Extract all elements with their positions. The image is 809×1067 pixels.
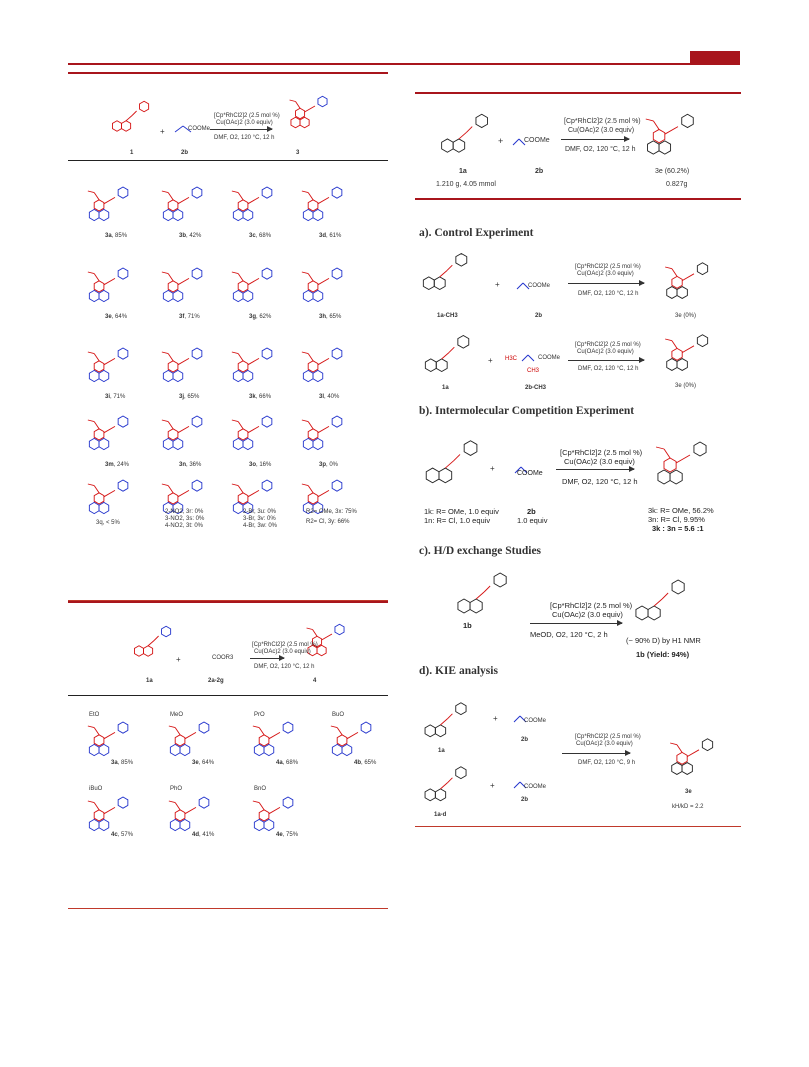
su-cond-1: [Cp*RhCl2]2 (2.5 mol %) — [564, 118, 641, 125]
hd-cond-3: MeOD, O2, 120 °C, 2 h — [530, 630, 608, 639]
t1-label-3: 3 — [296, 150, 300, 156]
c2-me: H3C — [505, 356, 518, 362]
t1-cmpd-3n — [157, 404, 213, 460]
c2-label-2: 2b-CH3 — [525, 385, 547, 391]
t2-cond-1: [Cp*RhCl2]2 (2.5 mol %) — [252, 642, 318, 648]
t1-cmpd-3d — [297, 175, 353, 231]
t2-reagent: COOR3 — [212, 655, 234, 661]
t1-arrow — [210, 129, 272, 130]
kie-plus-2: + — [490, 781, 495, 790]
t1-cmpd-3a — [83, 175, 139, 231]
t1-xy-1: R2= OMe, 3x: 75% — [306, 509, 357, 515]
kie-label-2b-2: 2b — [521, 797, 529, 803]
cp-cond-1: [Cp*RhCl2]2 (2.5 mol %) — [560, 448, 643, 457]
t2-label-4: 4 — [313, 678, 317, 684]
t1-cmpd-3g — [227, 256, 283, 312]
c2-product — [660, 322, 720, 382]
t1-cmpd-label-3g: 3g, 62% — [249, 314, 272, 320]
section-d-heading: d). KIE analysis — [419, 665, 498, 677]
t1-nitro-3: 4-NO2, 3t: 0% — [165, 523, 204, 529]
t1-bromo-1: 2-Br, 3u: 0% — [243, 509, 277, 515]
t1-row5-cmpd-0 — [83, 468, 139, 524]
c2-me2: CH3 — [527, 368, 540, 374]
t1-nitro-2: 3-NO2, 3s: 0% — [165, 516, 205, 522]
t1-reagent: COOMe — [188, 126, 211, 132]
t1-cmpd-label-3k: 3k, 66% — [249, 394, 272, 400]
su-label-3e: 3e (60.2%) — [655, 168, 690, 175]
su-plus: + — [498, 136, 504, 146]
kie-reagent-1: COOMe — [524, 718, 547, 724]
cp-plus: + — [490, 464, 495, 473]
kie-cond-1: [Cp*RhCl2]2 (2.5 mol %) — [575, 734, 641, 740]
acrylate-mark-5 — [522, 352, 536, 362]
hd-label-1: 1b — [463, 621, 472, 630]
kie-reactant-1ad — [420, 754, 480, 814]
t2-group-3a: EtO — [89, 712, 100, 718]
t1-cmpd-label-3b: 3b, 42% — [179, 233, 202, 239]
kie-reagent-2: COOMe — [524, 784, 547, 790]
c1-plus: + — [495, 280, 500, 289]
t2-cmpd-label-4b: 4b, 65% — [354, 760, 377, 766]
kie-cond-3: DMF, O2, 120 °C, 9 h — [578, 760, 636, 766]
hd-cond-1: [Cp*RhCl2]2 (2.5 mol %) — [550, 601, 633, 610]
c1-label-2: 2b — [535, 313, 543, 319]
t2-group-4a: PrO — [254, 712, 265, 718]
t1-cmpd-label-3c: 3c, 68% — [249, 233, 272, 239]
c2-cond-2: Cu(OAc)2 (3.0 equiv) — [577, 349, 634, 355]
t2-cmpd-label-4c: 4c, 57% — [111, 832, 134, 838]
c1-arrow — [568, 283, 644, 284]
cp-cond-2: Cu(OAc)2 (3.0 equiv) — [564, 457, 635, 466]
c1-reactant — [418, 240, 481, 303]
t1-label-2b: 2b — [181, 150, 189, 156]
t1-cmpd-3k — [227, 336, 283, 392]
su-reagent: COOMe — [524, 137, 550, 144]
t2-cmpd-label-3a: 3a, 85% — [111, 760, 134, 766]
t1-cmpd-3l — [297, 336, 353, 392]
cp-cond-3: DMF, O2, 120 °C, 12 h — [562, 477, 638, 486]
t1-nitro-1: 2-NO2, 3r: 0% — [165, 509, 204, 515]
c2-label-1: 1a — [442, 385, 449, 391]
kie-label-1ad: 1a-d — [434, 812, 447, 818]
hd-arrow — [530, 623, 622, 624]
t1-cmpd-label-3a: 3a, 85% — [105, 233, 128, 239]
section-b-heading: b). Intermolecular Competition Experiment — [419, 405, 635, 417]
t2-cmpd-label-4e: 4e, 75% — [276, 832, 299, 838]
cp-mid-2: 1.0 equiv — [517, 516, 548, 525]
kie-plus-1: + — [493, 714, 498, 723]
cp-reagent: COOMe — [517, 470, 543, 477]
t1-cmpd-3m — [83, 404, 139, 460]
t1-cmpd-3o — [227, 404, 283, 460]
su-arrow — [561, 139, 629, 140]
t2-group-4e: BnO — [254, 786, 267, 792]
kie-label-3e: 3e — [685, 789, 692, 795]
hd-cond-2: Cu(OAc)2 (3.0 equiv) — [552, 610, 623, 619]
t1-cmpd-label-3f: 3f, 71% — [179, 314, 200, 320]
cp-left-1: 1k: R= OMe, 1.0 equiv — [424, 507, 499, 516]
t2-plus: + — [176, 655, 181, 664]
t1-bromo-3: 4-Br, 3w: 0% — [243, 523, 278, 529]
su-product-3e — [640, 100, 707, 167]
t1-cmpd-3i — [83, 336, 139, 392]
t1-product-3 — [285, 85, 338, 138]
t1-cmpd-3f — [157, 256, 213, 312]
c1-reagent: COOMe — [528, 283, 551, 289]
t1-3q: 3q, < 5% — [96, 520, 120, 526]
cp-mid-1: 2b — [527, 507, 536, 516]
c2-plus: + — [488, 356, 493, 365]
kie-ratio: kH/kD = 2.2 — [672, 804, 704, 810]
kie-label-1a: 1a — [438, 748, 445, 754]
cp-reactant — [420, 425, 494, 499]
kie-cond-2: Cu(OAc)2 (3.0 equiv) — [576, 741, 633, 747]
t1-cmpd-3e — [83, 256, 139, 312]
c1-cond-2: Cu(OAc)2 (3.0 equiv) — [577, 271, 634, 277]
t1-cmpd-label-3h: 3h, 65% — [319, 314, 342, 320]
t1-cmpd-label-3p: 3p, 0% — [319, 462, 339, 468]
t1-cond-2: Cu(OAc)2 (3.0 equiv) — [216, 120, 273, 126]
t1-xy-2: R2= Cl, 3y: 66% — [306, 519, 350, 525]
t1-reactant-1 — [108, 90, 161, 143]
t2-group-4d: PhO — [170, 786, 183, 792]
cp-right-2: 3n: R= Cl, 9.95% — [648, 515, 705, 524]
t2-cmpd-label-4d: 4d, 41% — [192, 832, 215, 838]
hd-product — [630, 565, 700, 635]
t1-cond-3: DMF, O2, 120 °C, 12 h — [214, 135, 275, 141]
t2-cmpd-label-3e: 3e, 64% — [192, 760, 215, 766]
c2-reagent: COOMe — [538, 355, 561, 361]
t1-cmpd-3j — [157, 336, 213, 392]
c2-label-3: 3e (0%) — [675, 383, 697, 389]
t2-label-2a2g: 2a-2g — [208, 678, 224, 684]
su-amount-2: 0.827g — [666, 181, 688, 188]
su-reactant-1a — [436, 100, 503, 167]
t2-cond-2: Cu(OAc)2 (3.0 equiv) — [254, 649, 311, 655]
section-a-heading: a). Control Experiment — [419, 227, 534, 239]
kie-label-2b-1: 2b — [521, 737, 529, 743]
c1-cond-3: DMF, O2, 120 °C, 12 h — [578, 291, 639, 297]
c1-cond-1: [Cp*RhCl2]2 (2.5 mol %) — [575, 264, 641, 270]
t1-label-1: 1 — [130, 150, 134, 156]
hd-label-2: (~ 90% D) by H1 NMR — [626, 636, 701, 645]
kie-arrow — [562, 753, 630, 754]
t1-cmpd-label-3j: 3j, 65% — [179, 394, 200, 400]
t1-cmpd-3b — [157, 175, 213, 231]
t2-label-1a: 1a — [146, 678, 153, 684]
kie-product-3e — [665, 726, 725, 786]
t2-product-4 — [302, 613, 355, 666]
t2-group-4b: BuO — [332, 712, 345, 718]
su-cond-3: DMF, O2, 120 °C, 12 h — [565, 146, 636, 153]
t2-arrow — [250, 658, 284, 659]
t1-cmpd-3p — [297, 404, 353, 460]
t1-cmpd-3h — [297, 256, 353, 312]
t2-group-3e: MeO — [170, 712, 184, 718]
c1-product — [660, 250, 720, 310]
t1-plus: + — [160, 127, 165, 136]
c1-label-3: 3e (0%) — [675, 313, 697, 319]
t1-cond-1: [Cp*RhCl2]2 (2.5 mol %) — [214, 113, 280, 119]
c2-arrow — [568, 360, 644, 361]
c2-reactant — [420, 322, 483, 385]
c2-cond-3: DMF, O2, 120 °C, 12 h — [578, 366, 639, 372]
cp-right-1: 3k: R= OMe, 56.2% — [648, 506, 714, 515]
t1-cmpd-label-3n: 3n, 36% — [179, 462, 202, 468]
t1-cmpd-label-3d: 3d, 61% — [319, 233, 342, 239]
t1-cmpd-label-3m: 3m, 24% — [105, 462, 130, 468]
t2-group-4c: iBuO — [89, 786, 103, 792]
t1-cmpd-label-3l: 3l, 40% — [319, 394, 340, 400]
c1-label-1: 1a-CH3 — [437, 313, 458, 319]
t1-bromo-2: 3-Br, 3v: 0% — [243, 516, 276, 522]
su-cond-2: Cu(OAc)2 (3.0 equiv) — [568, 127, 635, 134]
t1-cmpd-label-3e: 3e, 64% — [105, 314, 128, 320]
cp-left-2: 1n: R= Cl, 1.0 equiv — [424, 516, 491, 525]
t1-cmpd-label-3i: 3i, 71% — [105, 394, 126, 400]
cp-product — [650, 427, 720, 497]
t2-cond-3: DMF, O2, 120 °C, 12 h — [254, 664, 315, 670]
su-label-2b: 2b — [535, 168, 544, 175]
kie-reactant-1a — [420, 690, 480, 750]
section-c-heading: c). H/D exchange Studies — [419, 545, 542, 557]
hd-reactant — [452, 558, 522, 628]
cp-right-3: 3k : 3n = 5.6 :1 — [652, 524, 704, 533]
t2-reactant-1a — [130, 615, 183, 668]
t1-cmpd-3c — [227, 175, 283, 231]
cp-arrow — [556, 469, 634, 470]
hd-label-3: 1b (Yield: 94%) — [636, 650, 690, 659]
t1-cmpd-label-3o: 3o, 16% — [249, 462, 272, 468]
t2-cmpd-label-4a: 4a, 68% — [276, 760, 299, 766]
su-label-1a: 1a — [459, 168, 467, 175]
c2-cond-1: [Cp*RhCl2]2 (2.5 mol %) — [575, 342, 641, 348]
su-amount-1: 1.210 g, 4.05 mmol — [436, 181, 496, 188]
